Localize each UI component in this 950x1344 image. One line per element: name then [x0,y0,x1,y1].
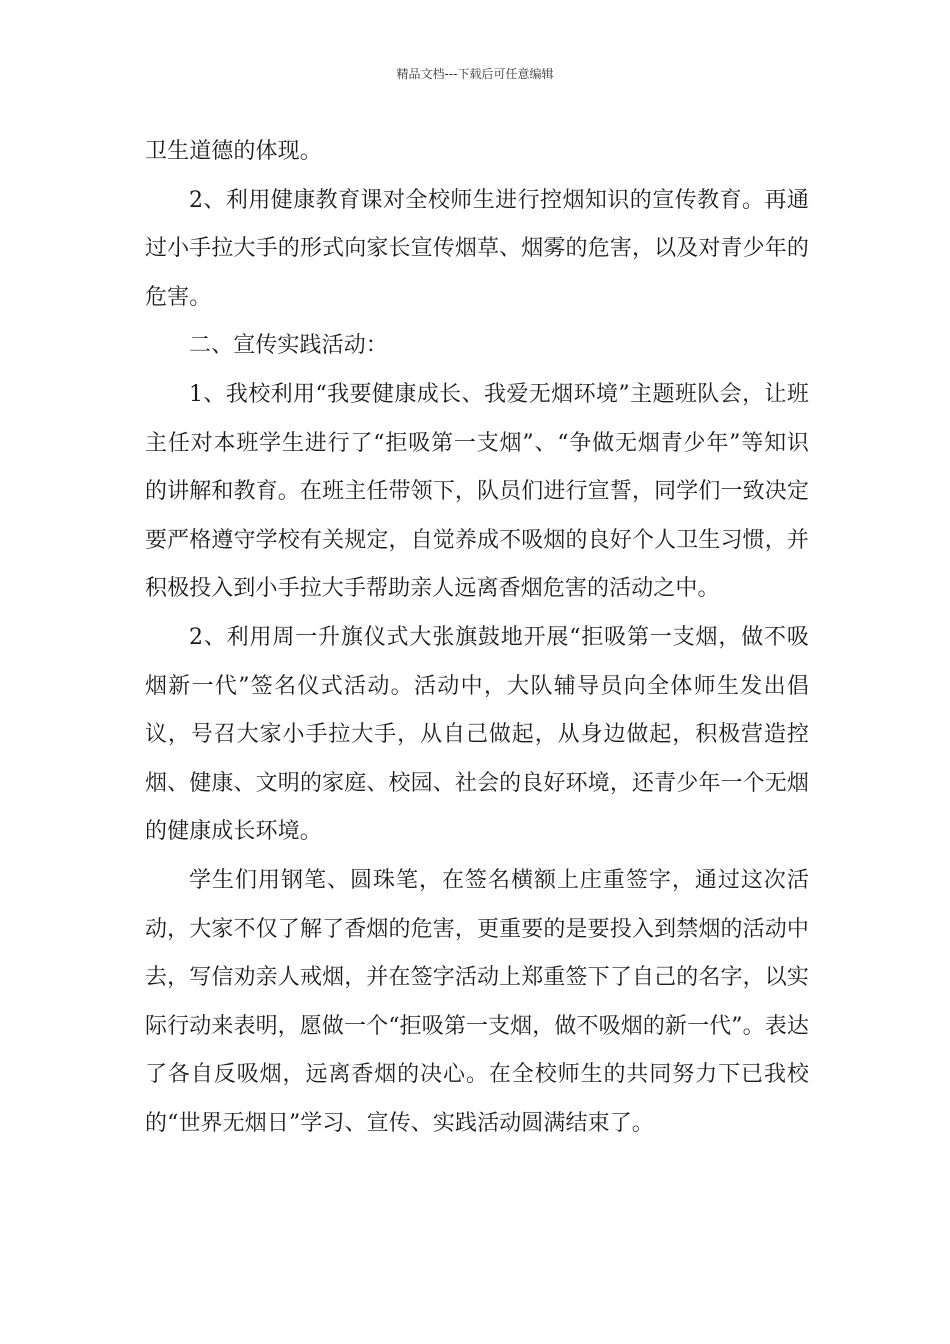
paragraph-1: 卫生道德的体现。 [145,139,322,164]
paragraph-4: 2、利用周一升旗仪式大张旗鼓地开展“拒吸第一支烟，做不吸烟新一代”签名仪式活动。活动中，大队辅导员向全体师生发出倡议，号召大家小手拉大手，从自己做起，从身边做起，积极营造控烟、健康、文明的家庭、校园、社会的良好环境，还青少年一个无烟的健康成长环境。 [145,624,809,845]
paragraph-2: 2、利用健康教育课对全校师生进行控烟知识的宣传教育。再通过小手拉大手的形式向家长宣传烟草、烟雾的危害，以及对青少年的危害。 [145,187,809,310]
section-heading: 二、宣传实践活动： [189,333,388,359]
document-body [145,128,809,1148]
paragraph-3: 1、我校利用“我要健康成长、我爱无烟环境”主题班队会，让班主任对本班学生进行了“拒吸第一支烟”、“争做无烟青少年”等知识的讲解和教育。在班主任带领下，队员们进行宣誓，同学们一致决定要严格遵守学校有关规定，自觉养成不吸烟的良好个人卫生习惯，并积极投入到小手拉大手帮助亲人远离香烟危害的活动之中。 [145,381,809,602]
page-header: 精品文档---下载后可任意编辑 [396,67,554,81]
paragraph-5: 学生们用钢笔、圆珠笔，在签名横额上庄重签字，通过这次活动，大家不仅了解了香烟的危害，更重要的是要投入到禁烟的活动中去，写信劝亲人戒烟，并在签字活动上郑重签下了自己的名字，以实际行动来表明，愿做一个“拒吸第一支烟，做不吸烟的新一代”。表达了各自反吸烟，远离香烟的决心。在全校师生的共同努力下已我校的“世界无烟日”学习、宣传、实践活动圆满结束了。 [145,867,809,1136]
